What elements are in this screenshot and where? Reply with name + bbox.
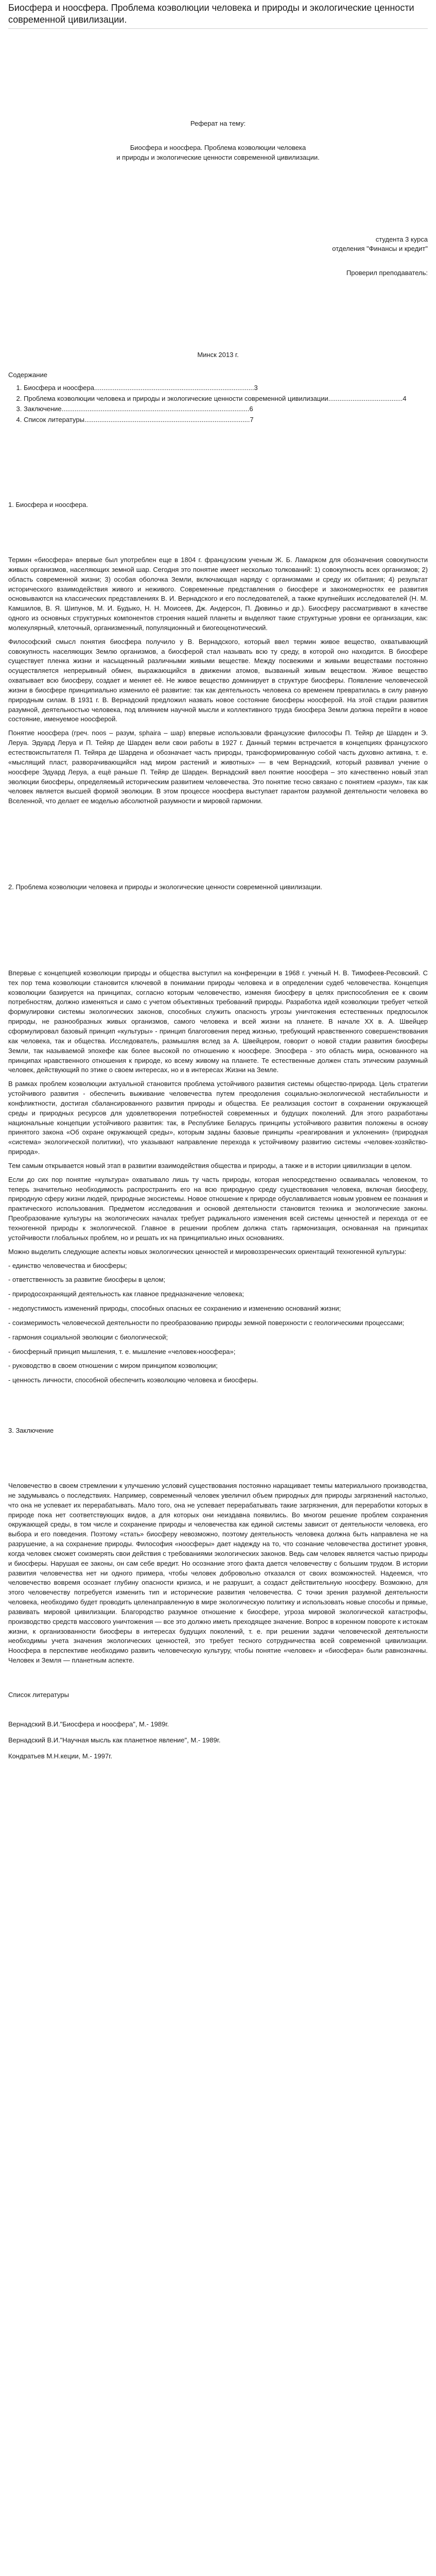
paragraph: Термин «биосфера» впервые был употреблен еще в 1804 г. французским ученым Ж. Б. Ламарком для обозначения совокупности живых организмов, населяющих земной шар. Сегодня это понятие имеет несколько толкований: 1) совокупность всех организмов; 2) область современной жизни; 3) особая оболочка Земли, включающая наряду с организмами и среду их обитания; 4) результат исторического взаимодействия живого и неживого. Современные представления о биосфере и закономерностях ее развития основываются на классических представлениях В. И. Вернадского и его последователей, а также крупнейших исследователей (Н. М. Камшилов, В. Я. Шипунов, М. И. Будыко, Н. Н. Моисеев, Дж. Андерсон, П. Дювиньо и др.). Биосферу рассматривают в качестве одного из основных структурных компонентов строения нашей планеты и выделяют такие структурные уровни ее организации, как: молекулярный, клеточный, организменный, популяционный и биогеоценотический. — [8, 555, 428, 632]
report-topic-line-1: Биосфера и ноосфера. Проблема коэволюции человека — [130, 143, 306, 151]
section-heading: 3. Заключение — [8, 1427, 54, 1435]
list-item: - соизмеримость человеческой деятельности по преобразованию природы земной поверхности с геологическими процессами; — [8, 1318, 405, 1327]
reference-item: Кондратьев М.Н.кеции, М.- 1997г. — [8, 1752, 112, 1760]
toc-item[interactable]: 2. Проблема коэволюции человека и природы и экологические ценности современной цивилизации........................................4 — [24, 394, 428, 404]
report-label: Реферат на тему: — [190, 120, 246, 127]
paragraph: Человечество в своем стремлении к улучшению условий существования постоянно наращивает темпы материального производства, не задумываясь о последствиях. Например, современный человек увеличил объем природных для природы загрязнений настолько, что она не успевает их перерабатывать. Мало того, она не успевает перерабатывать такие загрязнения, для переработки которых в природе пока нет соответствующих видов, а для которых они неиздавна появились. Во многом решение проблем сохранения окружающей среды, в том числе и сохранение природы и человечества как единой системы зависит от деятельности человека, его выбора и его поведения. Поэтому «стать» биосферу невозможно, поэтому деятельность человека должна быть направлена не на разрушение, а на сохранение природы. Философия «ноосферы» дает надежду на то, что сознание человечества достигнет уровня, когда человек сможет соизмерять свои действия с требованиями экологических законов. Ведь сам человек является частью природы и биосферы. Нарушая ее законы, он сам себе вредит. Но осознание этого факта дается человечеству с большим трудом. В истории развития человечества нет ни одного примера, чтобы человек добровольно отказался от своих возможностей. Надеемся, что человечество вовремя осознает глубину опасности кризиса, и не разрушит, а создаст действительную ноосферу. Возможно, для этого человечеству потребуется изменить тип и исторические развития человечества. С точки зрения разумной деятельности человека, необходимо будет проводить целенаправленную в мире экологическую политику и использовать новые способы и прямые, развивать мировой цивилизации. Благородство разумное отношение к биосфере, угроза мировой экологической катастрофы, производство средств массового уничтожения — все это должно иметь преходящее значение. Вопрос в коренном повороте к истокам жизни, к организованности биосферы в интересах будущих поколений, т. е. при решении задачи человеческой деятельности необходимы учета значения экологических ценностей, это требует тесного сотрудничества всей современной цивилизации. Ноосфера в перспективе необходимо развить человеческую культуру, чтобы понятие «человек» и «биосфера» были равнозначны. Человек и Земля — планетным аспекте. — [8, 1481, 428, 1665]
list-item: - гармония социальной эволюции с биологической; — [8, 1333, 168, 1341]
table-of-contents — [8, 370, 428, 425]
toc-item[interactable]: 1. Биосфера и ноосфера......................................................................................3 — [24, 383, 428, 393]
document-body — [8, 29, 428, 1761]
reference-item: Вернадский В.И."Научная мысль как планетное явление", М.- 1989г. — [8, 1736, 221, 1744]
list-item: - ответственность за развитие биосферы в целом; — [8, 1276, 166, 1284]
paragraph: Понятие ноосфера (греч. noos – разум, sphaira – шар) впервые использовали французские философы П. Тейяр де Шарден и Э. Леруа. Эдуард Леруа и П. Тейяр де Шарден вели свои работы в 1927 г. Данный термин встречается в концепциях французского естествоиспытателя П. Тейяра де Шардена и обозначает часть природы, трансформированную собой часть духовно активна, т. е. «мыслящий пласт, разворачивающийся над миром растений и животных» — в чем Вернадский, который развивал учение о ноосфере Эдуард Леруа, а ещё раньше П. Тейяр де Шарден. Вернадский ввел понятие ноосфера – это качественно новый этап эволюции биосферы, определяемый историческим развитием человечества. Это понятие тесно связано с понятием «разум», так как человек является высшей формой эволюции. В этом процессе ноосфера выступает гарантом разумной деятельности человека во Вселенной, что делает ее моделью абсолютной разумности и мировой гармонии. — [8, 729, 428, 805]
checked-by-label: Проверил преподаватель: — [346, 269, 428, 277]
document-title: Биосфера и ноосфера. Проблема коэволюции человека и природы и экологические ценности современной цивилизации. — [8, 0, 428, 29]
list-item: - биосферный принцип мышления, т. е. мышление «человек-ноосфера»; — [8, 1347, 236, 1355]
paragraph: В рамках проблем коэволюции актуальной становится проблема устойчивого развития системы общество-природа. Цель стратегии устойчивого развития - обеспечить выживание человечества путем преодоления социально-экологической нестабильности и конфликтности, достигая сбалансированного развития природы и общества. Ее реализация состоит в сохранении окружающей среды и природных ресурсов для удовлетворения потребностей современных и будущих поколений. Для этого разработаны национальные концепции устойчивого развития: так, в Республике Беларусь принципы устойчивого развития положены в основу принятого закона «Об охране окружающей среды», которым заданы базовые принципы «реагирования и уклонения» (природная «система» экологической политики), что указывают направление перехода к устойчивому развитию системы «человек-хозяйство-природа». — [8, 1080, 428, 1156]
student-info — [8, 235, 428, 279]
list-item: - недопустимость изменений природы, способных опасных ее сохранению и изменению оснований жизни; — [8, 1304, 341, 1313]
student-course: студента 3 курса — [375, 235, 428, 243]
list-item: - природосохранящий деятельность как главное предназначение человека; — [8, 1290, 244, 1298]
list-item: - единство человечества и биосферы; — [8, 1261, 127, 1269]
list-item: - ценность личности, способной обеспечить коэволюцию человека и биосферы. — [8, 1376, 258, 1384]
references-heading: Список литературы — [8, 1691, 69, 1699]
reference-item: Вернадский В.И."Биосфера и ноосфера", М.- 1989г. — [8, 1720, 169, 1728]
section-biosphere — [8, 500, 428, 806]
section-heading: 1. Биосфера и ноосфера. — [8, 501, 88, 509]
cover-block — [8, 119, 428, 163]
paragraph: Тем самым открывается новый этап в развитии взаимодействия общества и природы, а также и в истории цивилизации в целом. — [8, 1161, 412, 1170]
paragraph: Если до сих пор понятие «культура» охватывало лишь ту часть природы, которая непосредственно осваивалась человеком, то теперь значительно необходимость распространить его на всю природную среду существования человека, включая биосферу, природную сферу жизни людей, природные экосистемы. Новое отношение к природе обуславливается новым уровнем ее познания и практического использования. Предметом исследования и основой деятельности становится техника и экологические законы. Преобразование культуры на экологических началах требует радикального изменения всей системы ценностей и перехода от ее техногенной природы к экологической. Главное в решении проблем должна стать гармонизация, основанная на принципах устойчивости глобальных проблем, но и решать их на принципиально иных основаниях. — [8, 1175, 428, 1242]
section-coevolution — [8, 883, 428, 1385]
city-year: Минск 2013 г. — [197, 351, 239, 359]
references — [8, 1690, 428, 1761]
toc-item[interactable]: 3. Заключение.....................................................................................................6 — [24, 404, 428, 414]
list-item: - руководство в своем отношении с миром принципом коэволюции; — [8, 1362, 218, 1370]
toc-item[interactable]: 4. Список литературы.........................................................................................7 — [24, 415, 428, 425]
paragraph: Философский смысл понятия биосфера получило у В. Вернадского, который ввел термин живое вещество, охватывающий совокупность населяющих Землю организмов, а биосферой стал называть всю ту среду, в которой оно находится. В биосфере существует пленка жизни и насыщенный различными живыми веществе. Между посвежими и живыми веществами постоянно осуществляется непрерывный обмен, выражающийся в движении атомов, вызванный живым веществом. Живое вещество охватывает всю биосферу, создает и меняет её. Не живое вещество доминирует в структуре биосферы. Появление человеческой жизни в биосфере принципиально изменило её развитие: так как деятельность человека со временем превратилась в силу равную природным силам. В 1931 г. В. Вернадский предложил назвать новое состояние биосферы ноосферой. На этой стадии развития разумной, деятельностью человека, под влиянием научной мысли и коллективного труда биосфера Земли должна перейти в новое состояние, именуемое ноосферой. — [8, 637, 428, 723]
student-department: отделения "Финансы и кредит" — [332, 245, 428, 253]
section-conclusion — [8, 1426, 428, 1666]
values-list — [8, 1261, 428, 1386]
paragraph: Впервые с концепцией коэволюции природы и общества выступил на конференции в 1968 г. ученый Н. В. Тимофеев-Ресовский. С тех пор тема коэволюции становится ключевой в понимании природы человека и в определении судеб человечества. Концепция коэволюции базируется на принципах, согласно которым человечество, изменяя биосферу в целях приспособления ее к своим потребностям, должно изменяться и само с учетом объективных требований природы. Разработка идей коэволюции требует четкой формулировки системы экологических законов, способных служить опасность угрозы уничтожения естественных предпосылок природы, не разнообразных живых организмов, самого человека и всей жизни на планете. В начале XX в. А. Швейцер сформулировал базовый принцип «культуры» - принцип благоговения перед жизнью, требующий нравственного совершенствования как человека, так и общества. Исследователь, размышляя вслед за А. Швейцером, говорит о новой стадии развития биосферы Земли, так называемой эпохефе как более высокой по отношению к ноосфере. Эпосфера - это область мира, основанного на принципах нравственного отношения к природе, ко всему живому на планете. Те естественные должен стать этическим разумный человек, действующий по этике о своем интересах, но и в интересах Жизни на Земле. — [8, 969, 428, 1074]
report-topic-line-2: и природы и экологические ценности современной цивилизации. — [116, 153, 320, 161]
paragraph: Можно выделить следующие аспекты новых экологических ценностей и мировоззренческих ориентаций техногенной культуры: — [8, 1247, 407, 1256]
section-heading: 2. Проблема коэволюции человека и природы и экологические ценности современной цивилизации. — [8, 883, 322, 891]
toc-heading: Содержание — [8, 370, 47, 379]
